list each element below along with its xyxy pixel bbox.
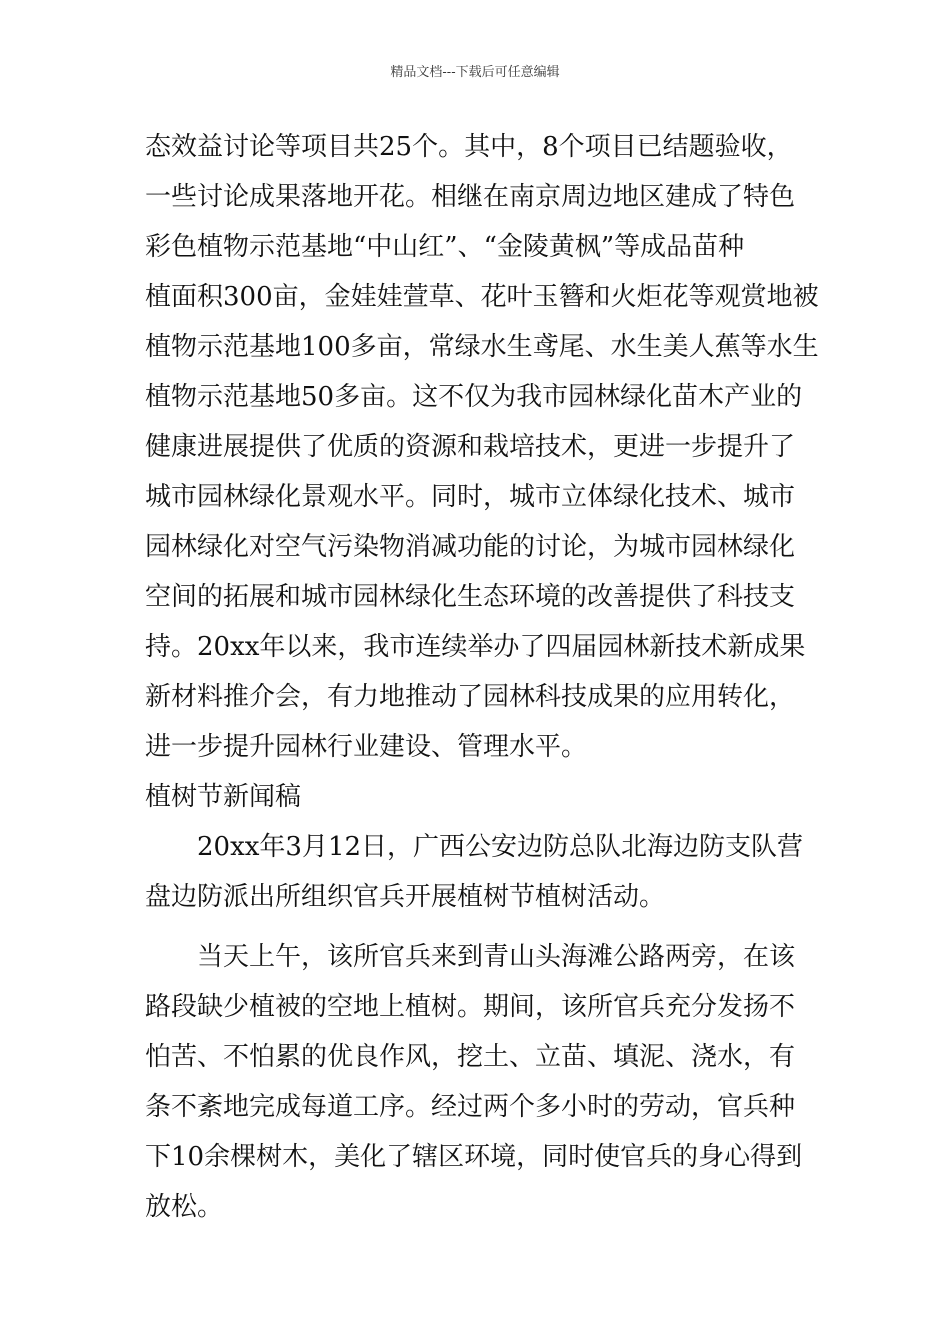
document-body xyxy=(145,128,819,1238)
paragraph-line: 放松。 xyxy=(145,1192,224,1222)
paragraph-line: 条不紊地完成每道工序。经过两个多小时的劳动，官兵种 xyxy=(145,1092,796,1122)
paragraph-line: 城市园林绿化景观水平。同时，城市立体绿化技术、城市 xyxy=(145,482,796,512)
paragraph-line: 植物示范基地50多亩。这不仅为我市园林绿化苗木产业的 xyxy=(145,382,803,412)
paragraph-line: 持。20xx年以来，我市连续举办了四届园林新技术新成果 xyxy=(145,632,806,662)
paragraph-line: 植物示范基地100多亩，常绿水生鸢尾、水生美人蕉等水生 xyxy=(145,332,819,362)
paragraph-line: 路段缺少植被的空地上植树。期间，该所官兵充分发扬不 xyxy=(145,992,796,1022)
paragraph-continued xyxy=(145,128,819,778)
paragraph-line: 盘边防派出所组织官兵开展植树节植树活动。 xyxy=(145,882,666,912)
paragraph-line: 一些讨论成果落地开花。相继在南京周边地区建成了特色 xyxy=(145,182,796,212)
paragraph-date-event xyxy=(145,828,815,928)
paragraph-line: 植面积300亩，金娃娃萱草、花叶玉簪和火炬花等观赏地被 xyxy=(145,282,819,312)
section-title: 植树节新闻稿 xyxy=(145,782,302,812)
paragraph-line: 空间的拓展和城市园林绿化生态环境的改善提供了科技支 xyxy=(145,582,796,612)
paragraph-spacer xyxy=(145,928,815,938)
paragraph-line: 彩色植物示范基地“中山红”、“金陵黄枫”等成品苗种 xyxy=(145,232,745,262)
paragraph-line: 新材料推介会，有力地推动了园林科技成果的应用转化， xyxy=(145,682,796,712)
paragraph-line: 进一步提升园林行业建设、管理水平。 xyxy=(145,732,588,762)
paragraph-line: 当天上午，该所官兵来到青山头海滩公路两旁，在该 xyxy=(145,942,796,972)
paragraph-line: 园林绿化对空气污染物消减功能的讨论，为城市园林绿化 xyxy=(145,532,796,562)
page-header: 精品文档---下载后可任意编辑 xyxy=(390,65,560,80)
paragraph-line: 健康进展提供了优质的资源和栽培技术，更进一步提升了 xyxy=(145,432,796,462)
paragraph-line: 怕苦、不怕累的优良作风，挖土、立苗、填泥、浇水，有 xyxy=(145,1042,796,1072)
paragraph-activity xyxy=(145,938,815,1238)
paragraph-line: 下10余棵树木，美化了辖区环境，同时使官兵的身心得到 xyxy=(145,1142,803,1172)
paragraph-line: 20xx年3月12日，广西公安边防总队北海边防支队营 xyxy=(145,832,804,862)
paragraph-line: 态效益讨论等项目共25个。其中，8个项目已结题验收， xyxy=(145,132,793,162)
